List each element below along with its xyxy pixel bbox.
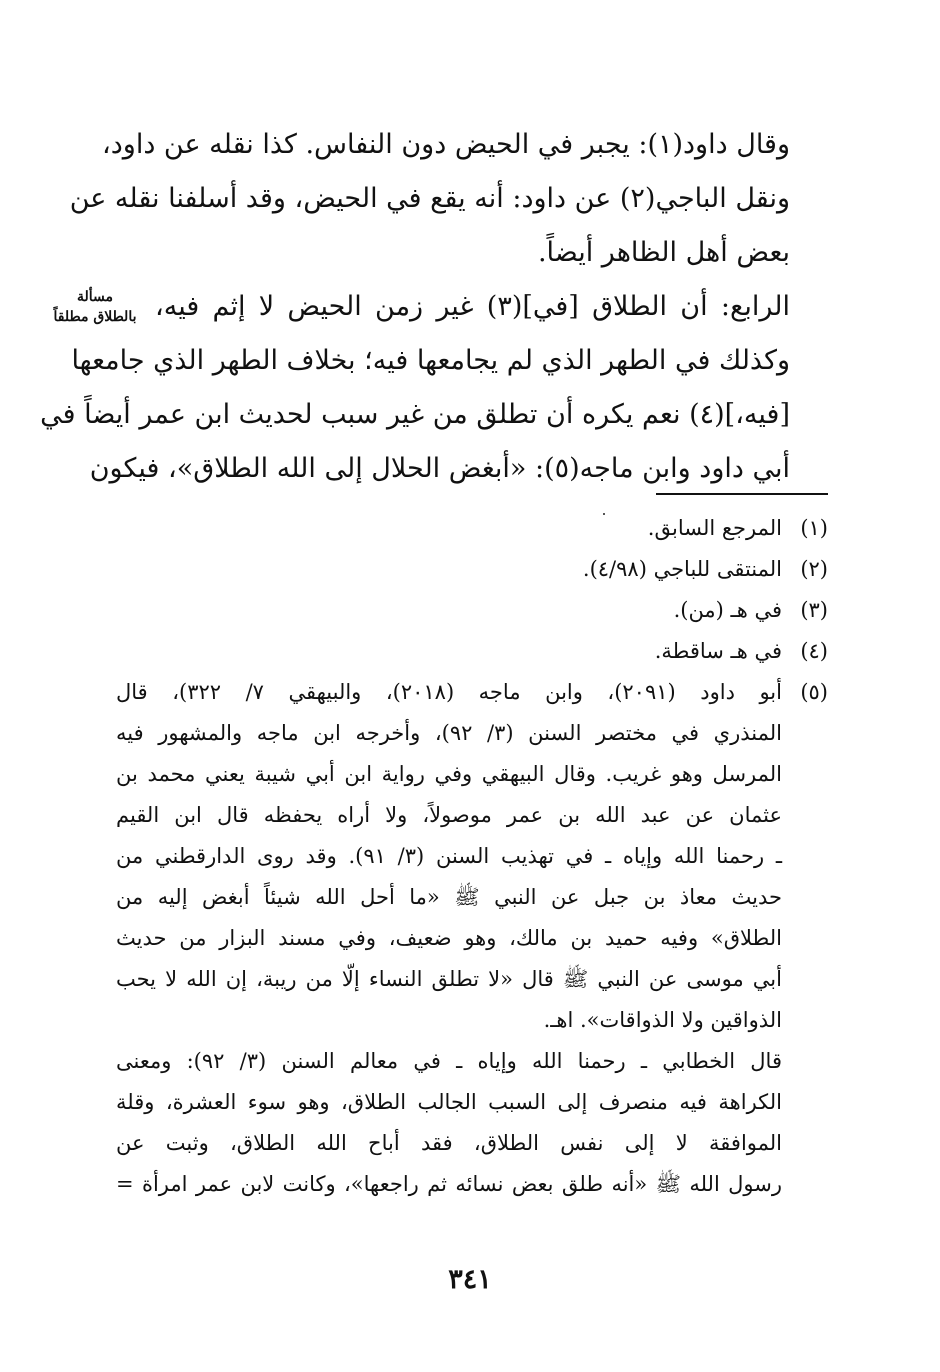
footnote-line: ـ رحمنا الله وإياه ـ في تهذيب السنن (٣/ ٩١). وقد روى الدارقطني من [116, 844, 782, 868]
footnote-line: الطلاق» وفيه حميد بن مالك، وهو ضعيف، وفي مسند البزار من حديث [116, 926, 782, 950]
footnote-line: المنذري في مختصر السنن (٣/ ٩٢)، وأخرجه ابن ماجه والمشهور فيه [116, 721, 782, 745]
footnote-number: (٥) [800, 680, 828, 704]
footnote-item [116, 631, 828, 672]
footnote-line: المرجع السابق. [647, 516, 782, 540]
footnote-number: (٢) [800, 557, 828, 581]
main-text-line: [فيه،](٤) نعم يكره أن تطلق من غير سبب لحديث ابن عمر أيضاً في [40, 399, 790, 430]
footnote-item [116, 672, 828, 1041]
footnote-line: في هـ ساقطة. [654, 639, 782, 663]
footnote-number: (١) [800, 516, 828, 540]
footnotes [116, 508, 828, 1205]
footnote-line: أبي موسى عن النبي ﷺ قال «لا تطلق النساء إلّا من ريبة، إن الله لا يحب [116, 967, 782, 991]
footnote-line: المرسل وهو غريب. وقال البيهقي وفي رواية ابن أبي شيبة يعني محمد بن [116, 762, 782, 786]
footnote-line: الكراهة فيه منصرف إلى السبب الجالب الطلاق، وهو سوء العشرة، وقلة [116, 1090, 782, 1114]
main-text-line: وكذلك في الطهر الذي لم يجامعها فيه؛ بخلاف الطهر الذي جامعها [71, 345, 790, 376]
footnote-item [116, 508, 828, 549]
main-text-line: الرابع: أن الطلاق [في](٣) غير زمن الحيض لا إثم فيه، [155, 291, 790, 322]
footnote-item [116, 590, 828, 631]
main-text-line: وقال داود(١): يجبر في الحيض دون النفاس. كذا نقله عن داود، [102, 129, 790, 160]
page-number: ٣٤١ [448, 1264, 492, 1295]
footnote-number: (٤) [800, 639, 828, 663]
footnote-line: المنتقى للباجي (٤/٩٨). [582, 557, 782, 581]
footnote-number: (٣) [800, 598, 828, 622]
main-text-line: أبي داود وابن ماجه(٥): «أبغض الحلال إلى الله الطلاق»، فيكون [89, 453, 790, 484]
footnote-separator [656, 493, 828, 495]
margin-note-title: مسألة [76, 289, 114, 305]
footnote-line: رسول الله ﷺ «أنه طلق بعض نسائه ثم راجعها»، وكانت لابن عمر امرأة = [116, 1172, 782, 1196]
footnote-line: عثمان عن عبد الله بن عمر موصولاً، ولا أراه يحفظه قال ابن القيم [116, 803, 782, 827]
main-text-line: بعض أهل الظاهر أيضاً. [537, 237, 790, 268]
footnote-line: الموافقة لا إلى نفس الطلاق، فقد أباح الله الطلاق، وثبت عن [116, 1131, 782, 1155]
margin-note [40, 287, 150, 327]
footnote-line: في هـ (من). [673, 598, 782, 622]
margin-note-subtitle: بالطلاق مطلقاً [53, 309, 137, 325]
footnote-line: أبو داود (٢٠٩١)، وابن ماجه (٢٠١٨)، والبيهقي ٧/ ٣٢٢)، قال [116, 680, 782, 704]
footnote-line: حديث معاذ بن جبل عن النبي ﷺ «ما أحل الله شيئاً أبغض إليه من [116, 885, 782, 909]
footnote-continuation [116, 1041, 828, 1205]
footnote-line: قال الخطابي ـ رحمنا الله وإياه ـ في معالم السنن (٣/ ٩٢): ومعنى [116, 1049, 782, 1073]
footnote-line: الذواقين ولا الذواقات». اهـ. [543, 1008, 782, 1032]
footnote-item [116, 549, 828, 590]
main-text-line: ونقل الباجي(٢) عن داود: أنه يقع في الحيض، وقد أسلفنا نقله عن [69, 183, 790, 214]
